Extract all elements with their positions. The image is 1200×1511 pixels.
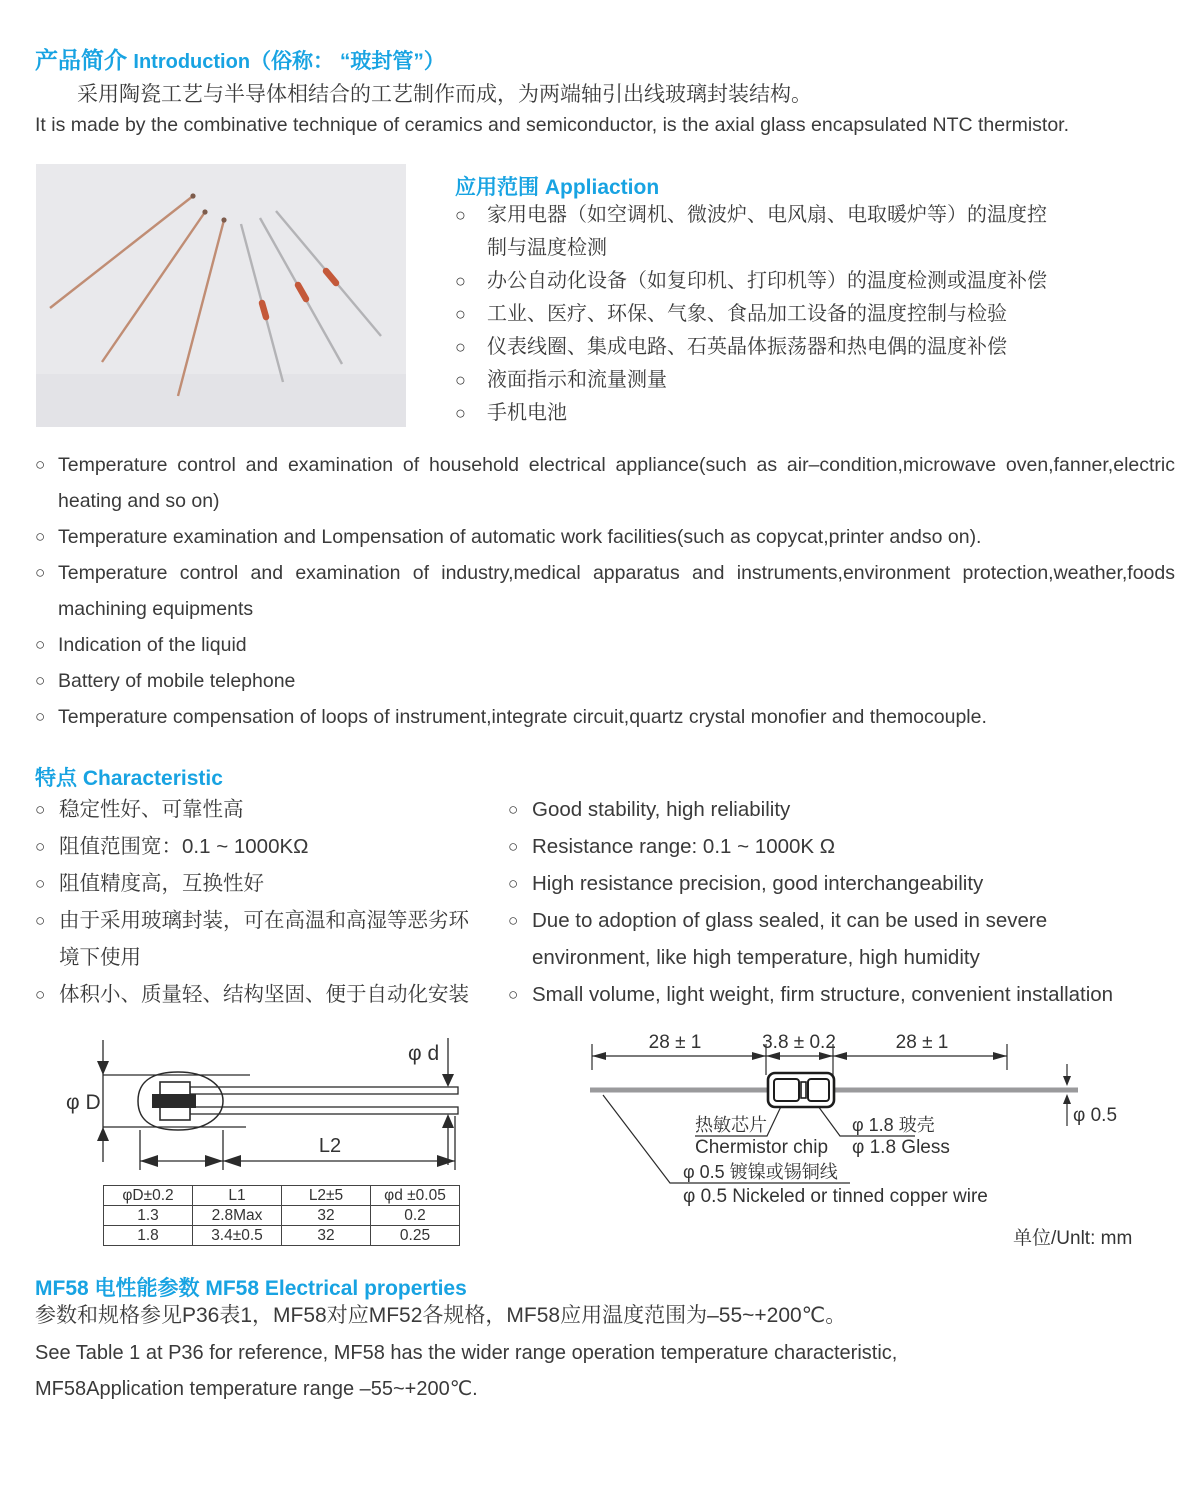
- list-item: ○ Temperature control and examination of household electrical appliance(such as air–condition,microwave oven,fanner,electric heating and so on): [35, 447, 1175, 519]
- table-cell: 1.3: [104, 1206, 193, 1226]
- intro-paragraph-cn: 采用陶瓷工艺与半导体相结合的工艺制作而成，为两端轴引出线玻璃封装结构。: [77, 83, 812, 106]
- list-item: ○ Battery of mobile telephone: [35, 663, 1175, 699]
- page-title-alias: （俗称： “玻封管”）: [250, 50, 445, 73]
- mf58-paragraph-en-line1: See Table 1 at P36 for reference, MF58 has the wider range operation temperature characteristic,: [35, 1342, 898, 1364]
- list-item: ○ 由于采用玻璃封装，可在高温和高湿等恶劣环境下使用: [35, 902, 480, 976]
- list-item: ○ Temperature examination and Lompensation of automatic work facilities(such as copycat,printer andso on).: [35, 519, 1175, 555]
- list-item: ○ 家用电器（如空调机、微波炉、电风扇、电取暖炉等）的温度控制与温度检测: [455, 199, 1055, 265]
- unit-label: 单位/Unlt: mm: [1013, 1228, 1133, 1249]
- copper-wire-label-en: φ 0.5 Nickeled or tinned copper wire: [683, 1186, 988, 1207]
- table-header-cell: φD±0.2: [104, 1186, 193, 1206]
- page-title-cn: 产品简介: [35, 47, 127, 73]
- chip-label-en: Chermistor chip: [695, 1137, 829, 1158]
- list-item: ○ Due to adoption of glass sealed, it can be used in severe environment, like high temperature, high humidity: [508, 902, 1158, 976]
- list-item: ○ High resistance precision, good interchangeability: [508, 865, 1158, 902]
- table-row: [104, 1206, 460, 1226]
- table-cell: 2.8Max: [193, 1206, 282, 1226]
- mf58-paragraph-cn: 参数和规格参见P36表1，MF58对应MF52各规格，MF58应用温度范围为–55~+200℃。: [35, 1304, 847, 1327]
- list-item: ○ Indication of the liquid: [35, 627, 1175, 663]
- table-cell: 3.4±0.5: [193, 1226, 282, 1246]
- list-item: ○ Resistance range: 0.1 ~ 1000K Ω: [508, 828, 1158, 865]
- dimensions-table: [103, 1185, 460, 1246]
- chip-label-cn: 热敏芯片: [695, 1115, 767, 1135]
- application-list-en: [35, 447, 1175, 735]
- dim-right-label: 28 ± 1: [895, 1032, 949, 1053]
- table-cell: 0.2: [371, 1206, 460, 1226]
- table-cell: 32: [282, 1206, 371, 1226]
- thermistor-photo-graphic: [36, 164, 406, 427]
- table-row: [104, 1226, 460, 1246]
- intro-paragraph-en: It is made by the combinative technique of ceramics and semiconductor, is the axial glass encapsulated NTC thermistor.: [35, 114, 1070, 136]
- table-cell: 32: [282, 1226, 371, 1246]
- list-item: ○ Good stability, high reliability: [508, 791, 1158, 828]
- characteristic-heading: 特点 Characteristic: [35, 767, 223, 790]
- list-item: ○ 稳定性好、可靠性高: [35, 791, 480, 828]
- application-list-cn: [455, 199, 1055, 430]
- label-L2: L2: [318, 1135, 342, 1157]
- table-cell: 0.25: [371, 1226, 460, 1246]
- list-item: ○ 工业、医疗、环保、气象、食品加工设备的温度控制与检验: [455, 298, 1055, 331]
- list-item: ○ 仪表线圈、集成电路、石英晶体振荡器和热电偶的温度补偿: [455, 331, 1055, 364]
- list-item: ○ 阻值范围宽：0.1 ~ 1000KΩ: [35, 828, 480, 865]
- label-phi-d: φ d: [408, 1042, 440, 1065]
- table-header-cell: φd ±0.05: [371, 1186, 460, 1206]
- list-item: ○ Temperature compensation of loops of instrument,integrate circuit,quartz crystal monofier and themocouple.: [35, 699, 1175, 735]
- list-item: ○ 体积小、质量轻、结构坚固、便于自动化安装: [35, 976, 480, 1013]
- wire-diameter-label: φ 0.5: [1073, 1105, 1118, 1126]
- mf58-paragraph-en-line2: MF58Application temperature range –55~+200℃.: [35, 1378, 478, 1400]
- list-item: ○ Small volume, light weight, firm structure, convenient installation: [508, 976, 1158, 1013]
- list-item: ○ 液面指示和流量测量: [455, 364, 1055, 397]
- application-heading: 应用范围 Appliaction: [455, 176, 660, 199]
- dimension-drawing-left: [60, 1030, 480, 1185]
- characteristic-list-cn: [35, 791, 480, 1013]
- list-item: ○ Temperature control and examination of industry,medical apparatus and instruments,environment protection,weather,foods machining equipments: [35, 555, 1175, 627]
- page-title: [35, 42, 445, 75]
- list-item: ○ 阻值精度高，互换性好: [35, 865, 480, 902]
- product-photo: [36, 164, 406, 427]
- dim-mid-label: 3.8 ± 0.2: [762, 1032, 836, 1053]
- label-phi-D: φ D: [66, 1091, 101, 1114]
- list-item: ○ 手机电池: [455, 397, 1055, 430]
- table-cell: 1.8: [104, 1226, 193, 1246]
- page-title-en: Introduction: [133, 51, 251, 73]
- table-header-cell: L2±5: [282, 1186, 371, 1206]
- glass-label-cn: φ 1.8 玻壳: [852, 1115, 935, 1135]
- list-item: ○ 办公自动化设备（如复印机、打印机等）的温度检测或温度补偿: [455, 265, 1055, 298]
- dimension-drawing-right: [570, 1018, 1180, 1258]
- characteristic-list-en: [508, 791, 1158, 1013]
- table-header-row: [104, 1186, 460, 1206]
- glass-label-en: φ 1.8 Gless: [852, 1137, 950, 1158]
- mf58-heading: MF58 电性能参数 MF58 Electrical properties: [35, 1277, 467, 1300]
- dim-left-label: 28 ± 1: [648, 1032, 702, 1053]
- glass-body: [768, 1073, 834, 1107]
- table-header-cell: L1: [193, 1186, 282, 1206]
- copper-wire-label-cn: φ 0.5 镀镍或锡铜线: [683, 1162, 838, 1182]
